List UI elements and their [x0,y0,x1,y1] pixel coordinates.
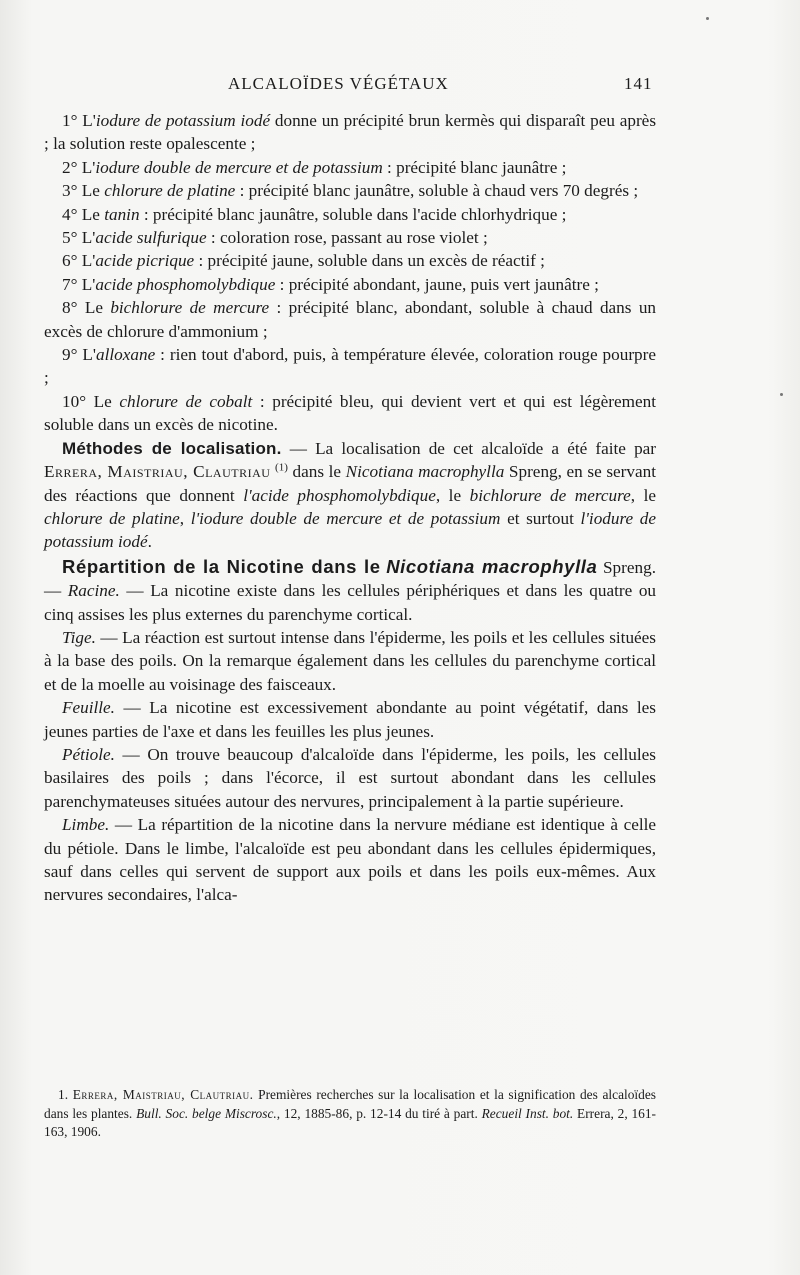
footnote-recueil: Recueil Inst. bot. [481,1105,574,1121]
reaction-result: : précipité blanc jaunâtre, soluble dans l'acide chlorhydrique ; [139,204,567,224]
reaction-item: 3° Le chlorure de platine : précipité blanc jaunâtre, soluble à chaud vers 70 degrés ; [62,181,639,201]
reaction-number: 7° [62,274,78,294]
reaction-item: 7° L'acide phosphomolybdique : précipité abondant, jaune, puis vert jaunâtre ; [62,274,599,294]
footnote: 1. Errera, Maistriau, Clautriau. Premières recherches sur la localisation et la signification des alcaloïdes dans les plantes. Bull. Soc. belge Miscrosc., 12, 1885-86, p. 12-14 du tiré à part. Recueil Inst. bot. Errera, 2, 161-163, 1906. [44,1087,657,1139]
reaction-result: : précipité jaune, soluble dans un excès de réactif ; [194,251,545,271]
reaction-result: : coloration rose, passant au rose violet ; [206,228,488,248]
reaction-number: 8° [62,298,78,318]
page-body [44,109,656,907]
reaction-item: 8° Le bichlorure de mercure : précipité blanc, abondant, soluble à chaud dans un excès de chlorure d'ammonium ; [44,298,657,341]
reagent-name: acide picrique [95,251,195,271]
petiole-label: Pétiole. [62,744,115,764]
reaction-item: 10° Le chlorure de cobalt : précipité bleu, qui devient vert et qui est légèrement soluble dans un excès de nicotine. [44,391,656,435]
repartition-racine: Répartition de la Nicotine dans le Nicotiana macrophylla Spreng. — Racine. — La nicotine existe dans les cellules périphériques et dans les quatre ou cinq assises les plus externes du parenchyme cortical. [44,555,657,624]
reagent-name: acide sulfurique [95,228,207,248]
petiole-paragraph: Pétiole. — On trouve beaucoup d'alcaloïde dans l'épiderme, les poils, les cellules basilaires des poils ; dans l'écorce, il est surtout abondant dans les cellules parenchymateuses situées autour des nervures, principalement à la partie supérieure. [44,744,656,811]
reaction-item: 6° L'acide picrique : précipité jaune, soluble dans un excès de réactif ; [62,251,545,271]
reaction-result: : précipité blanc jaunâtre, soluble à chaud vers 70 degrés ; [235,181,639,201]
reaction-number: 6° [62,251,78,271]
repartition-heading: Répartition de la Nicotine dans le [62,555,381,577]
tige-paragraph: Tige. — La réaction est surtout intense dans l'épiderme, les poils et les cellules situées à la base des poils. On la remarque également dans les cellules du parenchyme cortical et de la moelle au voisinage des faisceaux. [44,627,656,694]
page-number: 141 [624,74,653,93]
reagent-name: iodure double de mercure et de potassium [95,157,383,177]
reaction-number: 5° [62,228,78,248]
reaction-number: 1° [62,111,78,130]
feuille-label: Feuille. [62,698,115,718]
tige-label: Tige. [62,627,96,647]
footnote-number: 1. [58,1087,69,1102]
author-names: Errera, Maistriau, Clautriau [44,462,271,482]
reaction-result: : précipité blanc, abondant, soluble à chaud dans un excès de chlorure d'ammonium ; [44,298,657,341]
racine-label: Racine. [67,581,120,601]
reaction-result: : précipité blanc jaunâtre ; [382,157,567,177]
reaction-item: 9° L'alloxane : rien tout d'abord, puis, à température élevée, coloration rouge pourpre ; [44,345,657,388]
reagent-name: chlorure de platine [104,181,236,201]
reaction-number: 3° [62,181,78,201]
localisation-heading: Méthodes de localisation. [62,438,282,458]
reaction-number: 10° [62,391,87,411]
reagent-name: iodure de potassium iodé [95,111,271,130]
reaction-result: : précipité abondant, jaune, puis vert jaunâtre ; [275,274,599,294]
reagent-name: tanin [104,204,140,224]
footnote-authors: Errera, Maistriau, Clautriau. [72,1087,254,1102]
margin-speck [706,17,709,20]
reaction-item: 5° L'acide sulfurique : coloration rose, passant au rose violet ; [62,228,488,248]
reaction-number: 2° [62,157,78,177]
running-title: ALCALOÏDES VÉGÉTAUX [228,74,449,93]
reaction-number: 4° [62,204,78,224]
reaction-number: 9° [62,345,78,365]
reagent-name: bichlorure de mercure [110,298,270,318]
reaction-result: : rien tout d'abord, puis, à température élevée, coloration rouge pourpre ; [44,345,657,388]
reaction-item: 2° L'iodure double de mercure et de potassium : précipité blanc jaunâtre ; [62,157,567,177]
margin-speck [780,393,783,396]
racine-text: La nicotine existe dans les cellules périphériques et dans les quatre ou cinq assises les plus externes du parenchyme cortical. [44,581,657,624]
reaction-item: 1° L'iodure de potassium iodé donne un précipité brun kermès qui disparaît peu après ; la solution reste opalescente ; [44,111,657,154]
species-name: Nicotiana macrophylla [345,462,505,482]
limbe-paragraph: Limbe. — La répartition de la nicotine dans la nervure médiane est identique à celle du pétiole. Dans le limbe, l'alcaloïde est peu abondant dans les cellules épidermiques, sauf dans celles qui servent de support aux poils et dans les poils eux-mêmes. Aux nervures secondaires, l'alca- [44,815,657,905]
reaction-list [44,109,656,437]
reaction-result: donne un précipité brun kermès qui disparaît peu après ; la solution reste opalescente ; [44,111,657,154]
reagent-name: chlorure de cobalt [119,391,253,411]
feuille-paragraph: Feuille. — La nicotine est excessivement abondante au point végétatif, dans les jeunes parties de l'axe et dans les feuilles les plus jeunes. [44,698,656,741]
page-header [0,74,800,98]
reaction-result: : précipité bleu, qui devient vert et qui est légèrement soluble dans un excès de nicotine. [44,391,656,435]
localisation-paragraph: Méthodes de localisation. — La localisation de cet alcaloïde a été faite par Errera, Maistriau, Clautriau $^{(1)}$ dans le Nicotiana macrophylla Spreng, en se servant des réactions que donnent l'acide phosphomolybdique, le bichlorure de mercure, le chlorure de platine, l'iodure double de mercure et de potassium et surtout l'iodure de potassium iodé. [44,438,657,552]
reagent-name: acide phosphomolybdique [95,274,276,294]
footnote-journal: Bull. Soc. belge Miscrosc. [136,1105,277,1121]
reaction-item: 4° Le tanin : précipité blanc jaunâtre, soluble dans l'acide chlorhydrique ; [62,204,567,224]
limbe-label: Limbe. [62,815,110,835]
reagent-name: alloxane [96,345,156,365]
repartition-species: Nicotiana macrophylla [386,555,598,577]
footnote-ref[interactable]: (1) [275,461,288,474]
